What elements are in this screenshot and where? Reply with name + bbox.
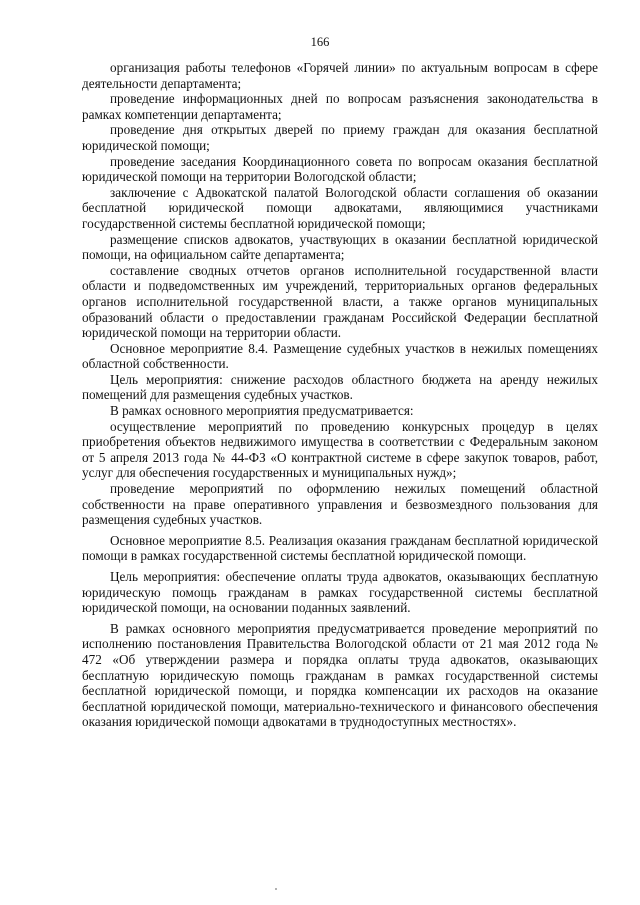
paragraph-measure-8-5: Основное мероприятие 8.5. Реализация оказания гражданам бесплатной юридической помощи в рамках государственной системы бесплатной юридической помощи.	[82, 532, 598, 564]
paragraph-provides-8-4: В рамках основного мероприятия предусматривается:	[110, 403, 414, 419]
paragraph-measure-8-4: Основное мероприятие 8.4. Размещение судебных участков в нежилых помещениях областной собственности.	[82, 340, 598, 372]
paragraph-hotline: организация работы телефонов «Горячей линии» по актуальным вопросам в сфере деятельности департамента;	[82, 60, 598, 91]
paragraph-premises: проведение мероприятий по оформлению нежилых помещений областной собственности на праве оперативного управления и безвозмездного пользования для размещения судебных участков.	[82, 481, 598, 528]
paragraph-info-days: проведение информационных дней по вопросам разъяснения законодательства в рамках компетенции департамента;	[82, 91, 598, 122]
paragraph-coordination-council: проведение заседания Координационного совета по вопросам оказания бесплатной юридической помощи на территории Вологодской области;	[82, 153, 598, 185]
paragraph-lawyer-lists: размещение списков адвокатов, участвующих в оказании бесплатной юридической помощи, на официальном сайте департамента;	[82, 231, 598, 263]
body-text	[82, 60, 598, 730]
scan-artifact-dot	[275, 888, 277, 890]
paragraph-open-doors: проведение дня открытых дверей по приему граждан для оказания бесплатной юридической помощи;	[82, 122, 598, 153]
paragraph-goal-8-5: Цель мероприятия: обеспечение оплаты труда адвокатов, оказывающих бесплатную юридическую помощь гражданам в рамках государственной системы бесплатной юридической помощи, на основании поданных заявлений.	[82, 569, 598, 616]
paragraph-provides-8-5: В рамках основного мероприятия предусматривается проведение мероприятий по исполнению постановления Правительства Вологодской области от 21 мая 2012 года № 472 «Об утверждении размера и порядка оплаты труда адвокатов, оказывающих бесплатную юридическую помощь гражданам в рамках государственной системы бесплатной юридической помощи, и порядка компенсации их расходов на оказание бесплатной юридической помощи, материально-технического и финансового обеспечения оказания юридической помощи адвокатами в труднодоступных местностях».	[82, 620, 598, 730]
page-number: 166	[310, 35, 330, 49]
paragraph-procurement: осуществление мероприятий по проведению конкурсных процедур в целях приобретения объектов недвижимого имущества в соответствии с Федеральным законом от 5 апреля 2013 года № 44-ФЗ «О контрактной системе в сфере закупок товаров, работ, услуг для обеспечения государственных и муниципальных нужд»;	[82, 418, 598, 481]
paragraph-bar-agreement: заключение с Адвокатской палатой Вологодской области соглашения об оказании бесплатной юридической помощи адвокатами, являющимися участниками государственной системы бесплатной юридической помощи;	[82, 184, 598, 231]
paragraph-goal-8-4: Цель мероприятия: снижение расходов областного бюджета на аренду нежилых помещений для размещения судебных участков.	[82, 371, 598, 403]
paragraph-summary-reports: составление сводных отчетов органов исполнительной государственной власти области и подведомственных им учреждений, территориальных органов федеральных органов исполнительной государственной власти, а также органов муниципальных образований области о предоставлении гражданам Российской Федерации бесплатной юридической помощи на территории области.	[82, 262, 598, 341]
